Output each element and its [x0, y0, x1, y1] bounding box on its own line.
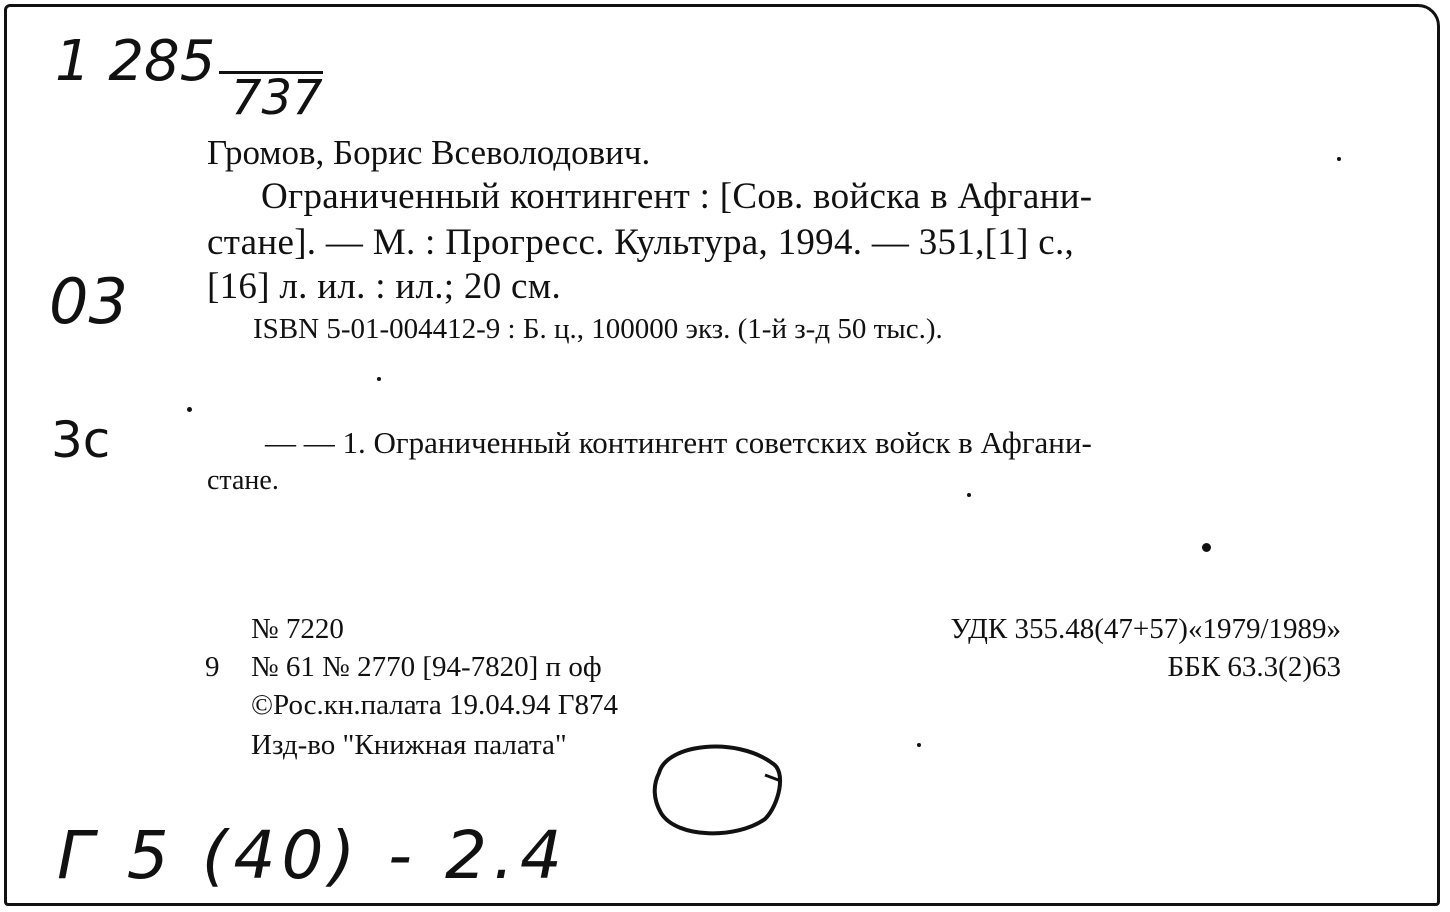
record-prefix: 9: [205, 651, 220, 683]
ink-speck: [1202, 543, 1211, 552]
record-number-line-2: № 61 № 2770 [94-7820] п оф: [251, 651, 602, 683]
ink-speck: [187, 407, 192, 412]
copyright-line: ©Рос.кн.палата 19.04.94 Г874: [251, 689, 619, 721]
subject-heading-line-2: стане.: [207, 465, 279, 496]
title-line-3: [16] л. ил. : ил.; 20 см.: [207, 266, 562, 307]
handwritten-bottom-code: Г 5 (40) - 2.4: [57, 817, 568, 894]
author-heading: Громов, Борис Всеволодович.: [207, 133, 651, 172]
handwritten-code-03: 03: [49, 265, 128, 338]
title-line-2: стане]. — М. : Прогресс. Культура, 1994. — 351,[1] с.,: [207, 222, 1075, 263]
handwritten-inventory-denominator: 737: [219, 71, 323, 122]
ink-speck: [1337, 157, 1341, 161]
subject-heading-line-1: — — 1. Ограниченный контингент советских войск в Афгани-: [265, 425, 1092, 460]
handwritten-inventory-number: 1 285: [55, 29, 216, 94]
bbk-code: ББК 63.3(2)63: [1167, 651, 1341, 683]
ink-speck: [967, 493, 971, 497]
udk-code: УДК 355.48(47+57)«1979/1989»: [950, 613, 1341, 645]
ink-speck: [917, 743, 921, 747]
handwritten-code-3c: 3с: [51, 411, 111, 469]
record-number: № 7220: [251, 613, 344, 645]
publisher-line: Изд-во "Книжная палата": [251, 729, 567, 761]
catalog-card: [4, 4, 1440, 906]
ink-stamp-outline: [647, 735, 807, 845]
ink-speck: [377, 377, 381, 381]
isbn-line: ISBN 5-01-004412-9 : Б. ц., 100000 экз. (1-й з-д 50 тыс.).: [253, 313, 943, 345]
title-line-1: Ограниченный контингент : [Сов. войска в Афгани-: [261, 176, 1093, 217]
